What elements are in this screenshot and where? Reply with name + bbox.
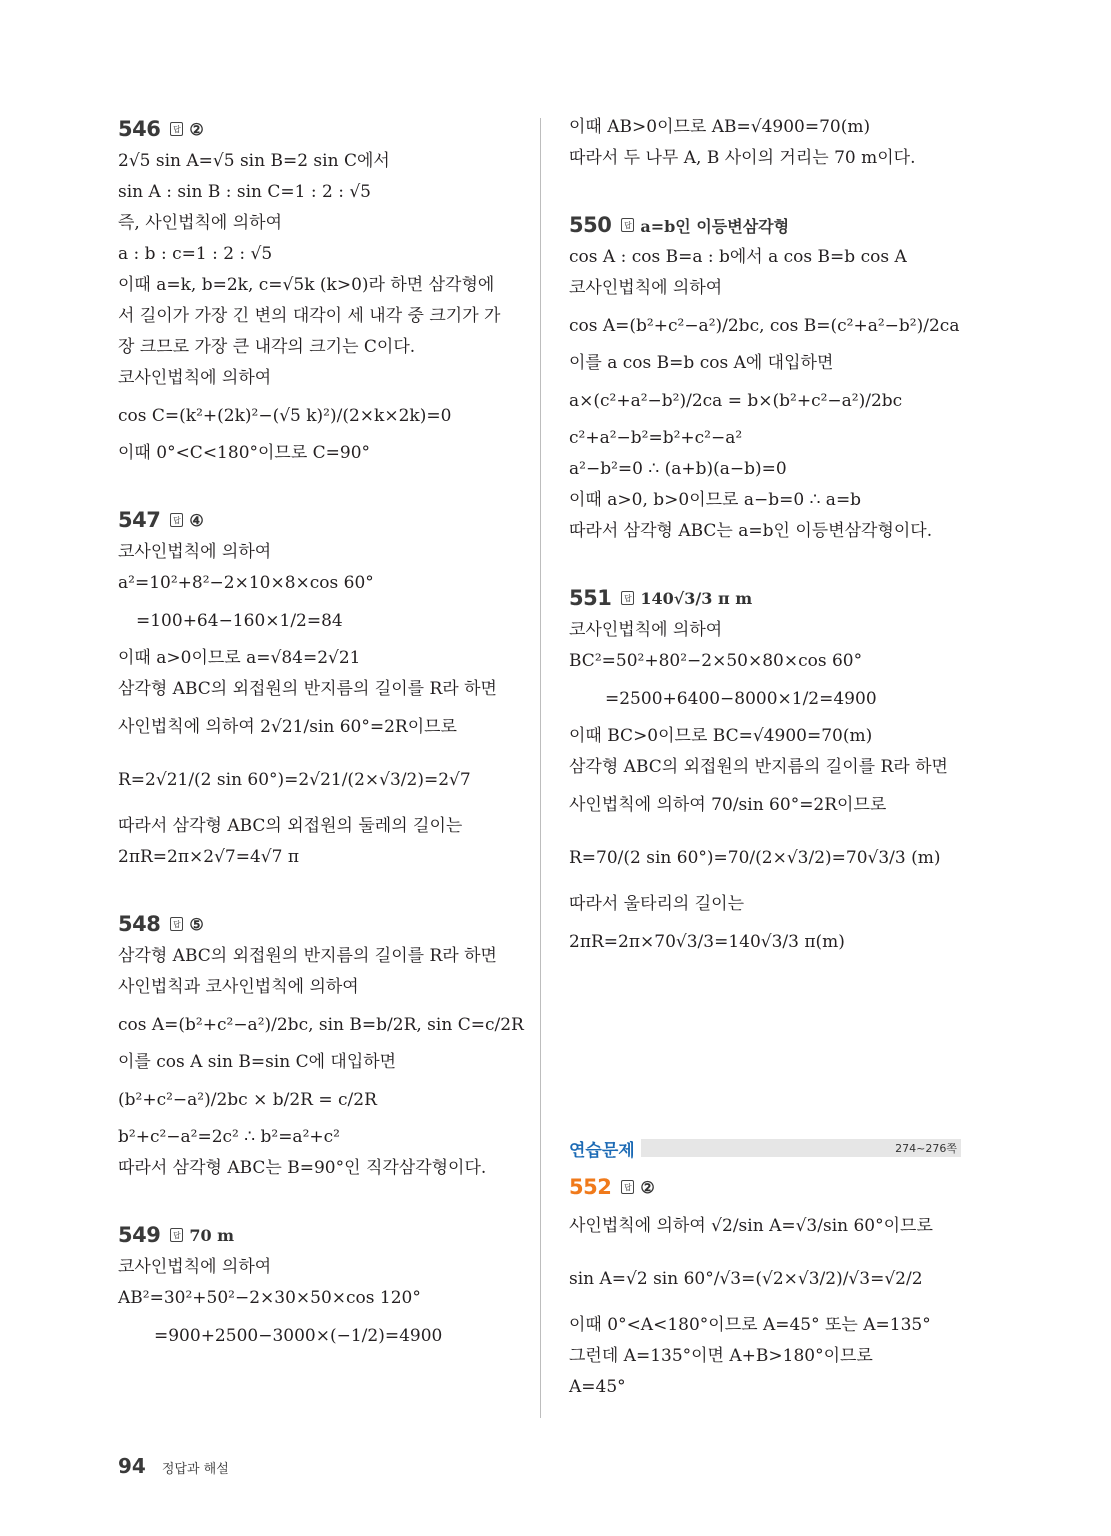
solution-line: 이때 0°<C<180°이므로 C=90° [118, 443, 371, 463]
solution-line: 이때 0°<A<180°이므로 A=45° 또는 A=135° [569, 1315, 931, 1335]
left-column [118, 112, 523, 1392]
solution-line: 이를 a cos B=b cos A에 대입하면 [569, 353, 834, 373]
solution-line: =900+2500−3000×(−1/2)=4900 [154, 1326, 443, 1346]
problem-header [569, 208, 969, 242]
solution-line: R=2√21/(2 sin 60°)=2√21/(2×√3/2)=2√7 [118, 770, 471, 790]
solution-line: 코사인법칙에 의하여 [569, 620, 723, 640]
practice-column [569, 1170, 969, 1437]
answer-icon: 답 [621, 591, 634, 605]
solution-line: 코사인법칙에 의하여 [118, 368, 272, 388]
solution-line: 따라서 삼각형 ABC는 B=90°인 직각삼각형이다. [118, 1158, 487, 1178]
problem-answer: ② [189, 119, 204, 139]
solution-line: BC²=50²+80²−2×50×80×cos 60° [569, 651, 863, 671]
solution-line: 코사인법칙에 의하여 [118, 542, 272, 562]
solution-line: c²+a²−b²=b²+c²−a² [569, 428, 743, 448]
answer-icon: 답 [170, 917, 183, 931]
problem-number: 551 [569, 586, 612, 610]
solution-line: a²=10²+8²−2×10×8×cos 60° [118, 573, 374, 593]
solution-line: 2√5 sin A=√5 sin B=2 sin C에서 [118, 151, 390, 171]
answer-icon: 답 [170, 122, 183, 136]
solution-line: 2πR=2π×2√7=4√7 π [118, 847, 300, 867]
solution-line: cos A : cos B=a : b에서 a cos B=b cos A [569, 247, 907, 267]
problem-answer: 70 m [189, 1225, 235, 1245]
solution-line: sin A : sin B : sin C=1 : 2 : √5 [118, 182, 371, 202]
problem-header [118, 907, 523, 941]
problem-answer: ⑤ [189, 914, 204, 934]
problem-answer: 140√3/3 π m [640, 588, 753, 608]
problem-answer: ④ [189, 510, 204, 530]
solution-line: =100+64−160×1/2=84 [136, 611, 343, 631]
solution-line: 사인법칙에 의하여 √2/sin A=√3/sin 60°이므로 [569, 1216, 933, 1236]
page-footer [118, 1454, 229, 1478]
solution-line: 사인법칙에 의하여 70/sin 60°=2R이므로 [569, 795, 887, 815]
practice-pages: 274~276쪽 [895, 1142, 957, 1155]
solution-line: A=45° [569, 1377, 626, 1397]
solution-line: 따라서 울타리의 길이는 [569, 894, 745, 914]
problem-block [569, 112, 969, 174]
problem-block [569, 581, 969, 964]
problem-number: 550 [569, 213, 612, 237]
problem-header [569, 1170, 969, 1204]
solution-line: 이때 a>0이므로 a=√84=2√21 [118, 648, 361, 668]
solution-line: 이때 a=k, b=2k, c=√5k (k>0)라 하면 삼각형에 [118, 275, 495, 295]
solution-line: 코사인법칙에 의하여 [118, 1257, 272, 1277]
solution-line: 따라서 삼각형 ABC는 a=b인 이등변삼각형이다. [569, 521, 933, 541]
answer-icon: 답 [170, 1228, 183, 1242]
solution-line: 코사인법칙에 의하여 [569, 278, 723, 298]
problem-header [118, 503, 523, 537]
solution-line: 그런데 A=135°이면 A+B>180°이므로 [569, 1346, 873, 1366]
solution-line: 이를 cos A sin B=sin C에 대입하면 [118, 1052, 397, 1072]
solution-line: 서 길이가 가장 긴 변의 대각이 세 내각 중 크기가 가 [118, 306, 501, 326]
solution-line: cos C=(k²+(2k)²−(√5 k)²)/(2×k×2k)=0 [118, 406, 452, 426]
problem-block [118, 1218, 523, 1358]
problem-answer: a=b인 이등변삼각형 [640, 216, 790, 236]
solution-line: 삼각형 ABC의 외접원의 반지름의 길이를 R라 하면 [118, 946, 497, 966]
solution-line: a×(c²+a²−b²)/2ca = b×(b²+c²−a²)/2bc [569, 391, 903, 411]
solution-line: 사인법칙과 코사인법칙에 의하여 [118, 977, 359, 997]
page-label: 정답과 해설 [161, 1462, 229, 1477]
problem-block [118, 503, 523, 873]
problem-number: 546 [118, 117, 161, 141]
solution-line: 2πR=2π×70√3/3=140√3/3 π(m) [569, 932, 845, 952]
problem-header [569, 581, 969, 615]
solution-line: cos A=(b²+c²−a²)/2bc, sin B=b/2R, sin C=c/2R [118, 1015, 524, 1035]
solution-line: R=70/(2 sin 60°)=70/(2×√3/2)=70√3/3 (m) [569, 848, 941, 868]
solution-line: 장 크므로 가장 큰 내각의 크기는 C이다. [118, 337, 416, 357]
solution-line: 즉, 사인법칙에 의하여 [118, 213, 283, 233]
solution-line: 이때 AB>0이므로 AB=√4900=70(m) [569, 117, 871, 137]
solution-line: (b²+c²−a²)/2bc × b/2R = c/2R [118, 1090, 377, 1110]
problem-block [118, 112, 523, 469]
problem-header [118, 1218, 523, 1252]
solution-line: 이때 a>0, b>0이므로 a−b=0 ∴ a=b [569, 490, 862, 510]
practice-title: 연습문제 [569, 1136, 641, 1161]
solution-line: 이때 BC>0이므로 BC=√4900=70(m) [569, 726, 873, 746]
solution-line: a : b : c=1 : 2 : √5 [118, 244, 273, 264]
column-divider [540, 118, 541, 1418]
practice-header [569, 1134, 961, 1162]
answer-icon: 답 [621, 1180, 634, 1194]
page-number: 94 [118, 1454, 146, 1478]
solution-line: 따라서 삼각형 ABC의 외접원의 둘레의 길이는 [118, 816, 463, 836]
problem-block [569, 1170, 969, 1403]
solution-line: AB²=30²+50²−2×30×50×cos 120° [118, 1288, 421, 1308]
solution-line: cos A=(b²+c²−a²)/2bc, cos B=(c²+a²−b²)/2ca [569, 316, 960, 336]
solution-line: 따라서 두 나무 A, B 사이의 거리는 70 m이다. [569, 148, 916, 168]
problem-block [118, 907, 523, 1184]
problem-answer: ② [640, 1177, 655, 1197]
solution-line: b²+c²−a²=2c² ∴ b²=a²+c² [118, 1127, 340, 1147]
solution-line: 삼각형 ABC의 외접원의 반지름의 길이를 R라 하면 [118, 679, 497, 699]
problem-number: 549 [118, 1223, 161, 1247]
right-column [569, 112, 969, 998]
problem-block [569, 208, 969, 547]
solution-line: sin A=√2 sin 60°/√3=(√2×√3/2)/√3=√2/2 [569, 1269, 923, 1289]
problem-number: 552 [569, 1175, 612, 1199]
problem-number: 548 [118, 912, 161, 936]
solution-line: =2500+6400−8000×1/2=4900 [605, 689, 877, 709]
answer-icon: 답 [621, 218, 634, 232]
solution-line: a²−b²=0 ∴ (a+b)(a−b)=0 [569, 459, 787, 479]
problem-number: 547 [118, 508, 161, 532]
solution-line: 사인법칙에 의하여 2√21/sin 60°=2R이므로 [118, 717, 457, 737]
answer-icon: 답 [170, 513, 183, 527]
solution-line: 삼각형 ABC의 외접원의 반지름의 길이를 R라 하면 [569, 757, 948, 777]
problem-header [118, 112, 523, 146]
